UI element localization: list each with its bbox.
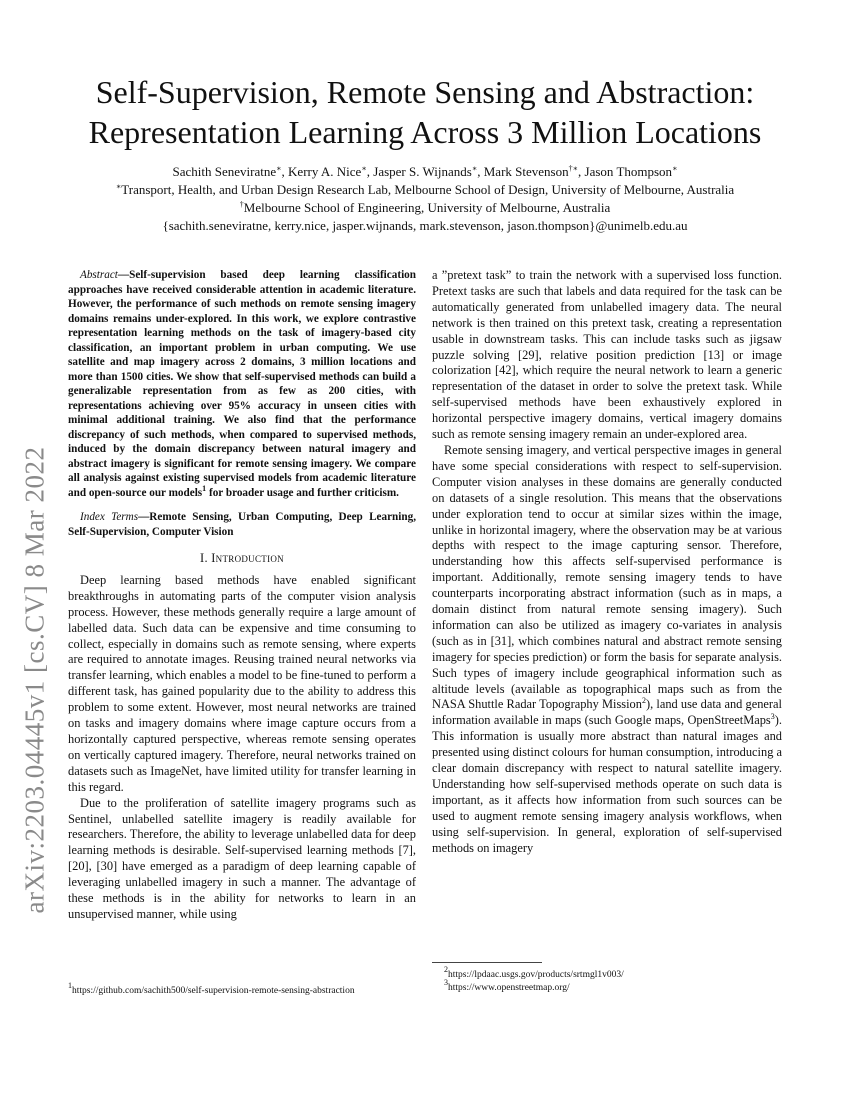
abstract-footnote-mark: 1 <box>202 483 207 493</box>
author-emails: {sachith.seneviratne, kerry.nice, jasper.wijnands, mark.stevenson, jason.thompson}@unimelb.edu.au <box>162 218 688 233</box>
arxiv-side-identifier <box>10 300 60 1060</box>
footnote-2 <box>444 965 784 982</box>
author-block <box>60 163 790 235</box>
intro-paragraph-2: Due to the proliferation of satellite imagery programs such as Sentinel, unlabelled satellite imagery is readily available for researchers. Therefore, the ability to leverage unlabelled data for deep learning methods is desirable. Self-supervised learning methods [7], [20], [30] have emerged as a paradigm of deep learning capable of leveraging unlabelled imagery in such a manner. The advantage of these methods is in the ability for networks to learn in an unsupervised manner, while using <box>68 795 416 921</box>
abstract-text: —Self-supervision based deep learning classification approaches have received considerable attention in academic literature. However, the performance of such methods on remote sensing imagery domains remains under-explored. In this work, we explore contrastive representation learning methods on the task of imagery-based city classification, an important problem in urban computing. We use satellite and map imagery across 2 domains, 3 million locations and more than 1500 cities. We show that self-supervised methods can build a generalizable representation from as few as 200 cities, with representations achieving over 95% accuracy in unseen cities with minimal additional training. We also find that the performance discrepancy of such methods, when compared to supervised methods, induced by the domain discrepancy between natural imagery and abstract imagery is significant for remote sensing imagery. We compare all analysis against existing supervised models from academic literature and open-source our models <box>68 269 416 499</box>
affiliation-2-text: Melbourne School of Engineering, University of Melbourne, Australia <box>243 200 611 215</box>
footnote-1 <box>68 981 428 997</box>
index-terms-label: Index Terms <box>80 511 139 523</box>
section-number: I. <box>200 551 212 565</box>
intro-paragraph-4 <box>432 443 782 857</box>
affiliation-2-mark: † <box>239 200 244 209</box>
footnote-mark-3: 3 <box>770 712 775 722</box>
abstract-text-end: for broader usage and further criticism. <box>206 486 399 499</box>
intro-paragraph-4-part-c: ). This information is usually more abstract than natural images and presented using distinct colours for human consumption, introducing a clear domain discrepancy with respect to natural satellite imagery. Understanding how self-supervised methods operate on such data is important, as it affects how information from such sources can be used to augment remote sensing imagery analysis workflows, when using self-supervision. In general, exploration of self-supervised methods on imagery <box>432 713 782 855</box>
left-column <box>68 268 416 923</box>
author-5: , Jason Thompson <box>578 164 673 179</box>
index-terms-text: —Remote Sensing, Urban Computing, Deep Learning, Self-Supervision, Computer Vision <box>68 511 416 538</box>
footnote-1-link[interactable]: https://github.com/sachith500/self-supervision-remote-sensing-abstraction <box>72 986 355 996</box>
footnote-3-mark: 3 <box>444 978 448 987</box>
affiliation-1-text: Transport, Health, and Urban Design Research Lab, Melbourne School of Design, University of Melbourne, Australia <box>121 182 735 197</box>
footnote-3 <box>444 978 784 995</box>
footnote-3-link[interactable]: https://www.openstreetmap.org/ <box>448 983 570 993</box>
right-column <box>432 268 782 857</box>
author-2: , Kerry A. Nice <box>281 164 362 179</box>
author-4: , Mark Stevenson <box>477 164 569 179</box>
intro-paragraph-4-part-a: Remote sensing imagery, and vertical perspective images in general have some special considerations with respect to self-supervision. Computer vision analyses in these domains are generally conducted on datasets of a single resolution. This means that the observations under exploration tend to occur at similar sizes within the image, unlike in horizontal imagery, where the observation may be at various depths with respect to the image capturing sensor. Therefore, understanding how this affects self-supervised performance is important. Additionally, remote sensing imagery tends to have counterparts incorporating abstract information (such as in maps, a domain distinct from natural remote sensing imagery). Such information can also be utilized as imagery co-variates in analysis (such as in [31], which combines natural and abstract remote sensing imagery for species prediction) or form the basis for separate analysis. Such types of imagery include geographical information such as altitude levels (available as topographical maps such as from the NASA Shuttle Radar Topography Mission <box>432 442 782 712</box>
footnote-mark-2: 2 <box>641 696 646 706</box>
intro-paragraph-1: Deep learning based methods have enabled significant breakthroughs in automating parts of the computer vision analysis process. However, these methods generally require a large amount of labelled data. Such data can be expensive and time consuming to collect, especially in domains such as remote sensing, where experts are required to annotate images. Reusing trained neural networks via transfer learning, which enables a model to be fine-tuned to perform a different task, has gained popularity due to the ability to address this problem to some extent. However, most neural networks are trained on tasks and imagery domains where image capture occurs from a horizontally captured perspective, whereas remote sensing operates on vertically captured imagery. Therefore, neural networks trained on datasets such as ImageNet, have limited utility for transfer learning in this regard. <box>68 572 416 794</box>
footnote-2-link[interactable]: https://lpdaac.usgs.gov/products/srtmgl1v003/ <box>448 970 624 980</box>
intro-paragraph-4-part-b: ), land use data and general information available in maps (such Google maps, OpenStreetMaps <box>432 697 783 728</box>
footnotes-right <box>444 965 784 995</box>
affiliation-2 <box>60 199 790 217</box>
footnote-rule <box>432 962 542 963</box>
author-5-mark: ∗ <box>672 164 678 173</box>
affiliation-1 <box>60 181 790 199</box>
author-1-mark: ∗ <box>276 164 282 173</box>
footnote-2-mark: 2 <box>444 965 448 974</box>
author-2-mark: ∗ <box>361 164 367 173</box>
index-terms <box>68 510 416 539</box>
abstract <box>68 268 416 500</box>
footnote-1-mark: 1 <box>68 981 72 990</box>
title-line-2: Representation Learning Across 3 Million Locations <box>88 114 762 150</box>
intro-paragraph-3: a ”pretext task” to train the network with a supervised loss function. Pretext tasks are such that labels and data required for the task can be automatically generated from unlabelled imagery data. The neural network is then trained on this pretext task, creating a representation usable in downstream tasks. This can include tasks such as jigsaw puzzle solving [29], relative position prediction [13] or image colorization [42], which require the neural network to learn a generic representation of the dataset in order to solve the pretext task. While self-supervised methods have been exhaustively explored in horizontal perspective imagery domains, vertical imagery domains such as remote sensing imagery remain an under-explored area. <box>432 268 782 442</box>
author-names <box>60 163 790 181</box>
title-line-1: Self-Supervision, Remote Sensing and Abstraction: <box>95 74 755 110</box>
author-4-mark: †∗ <box>568 164 579 173</box>
section-title: Introduction <box>211 551 284 565</box>
author-3: , Jasper S. Wijnands <box>366 164 472 179</box>
abstract-label: Abstract <box>80 269 118 281</box>
author-3-mark: ∗ <box>471 164 478 173</box>
section-heading-introduction <box>68 551 416 567</box>
author-1: Sachith Seneviratne <box>172 164 277 179</box>
arxiv-id-text: arXiv:2203.04445v1 [cs.CV] 8 Mar 2022 <box>19 446 50 914</box>
affiliation-1-mark: ∗ <box>115 182 122 191</box>
paper-title <box>60 72 790 152</box>
